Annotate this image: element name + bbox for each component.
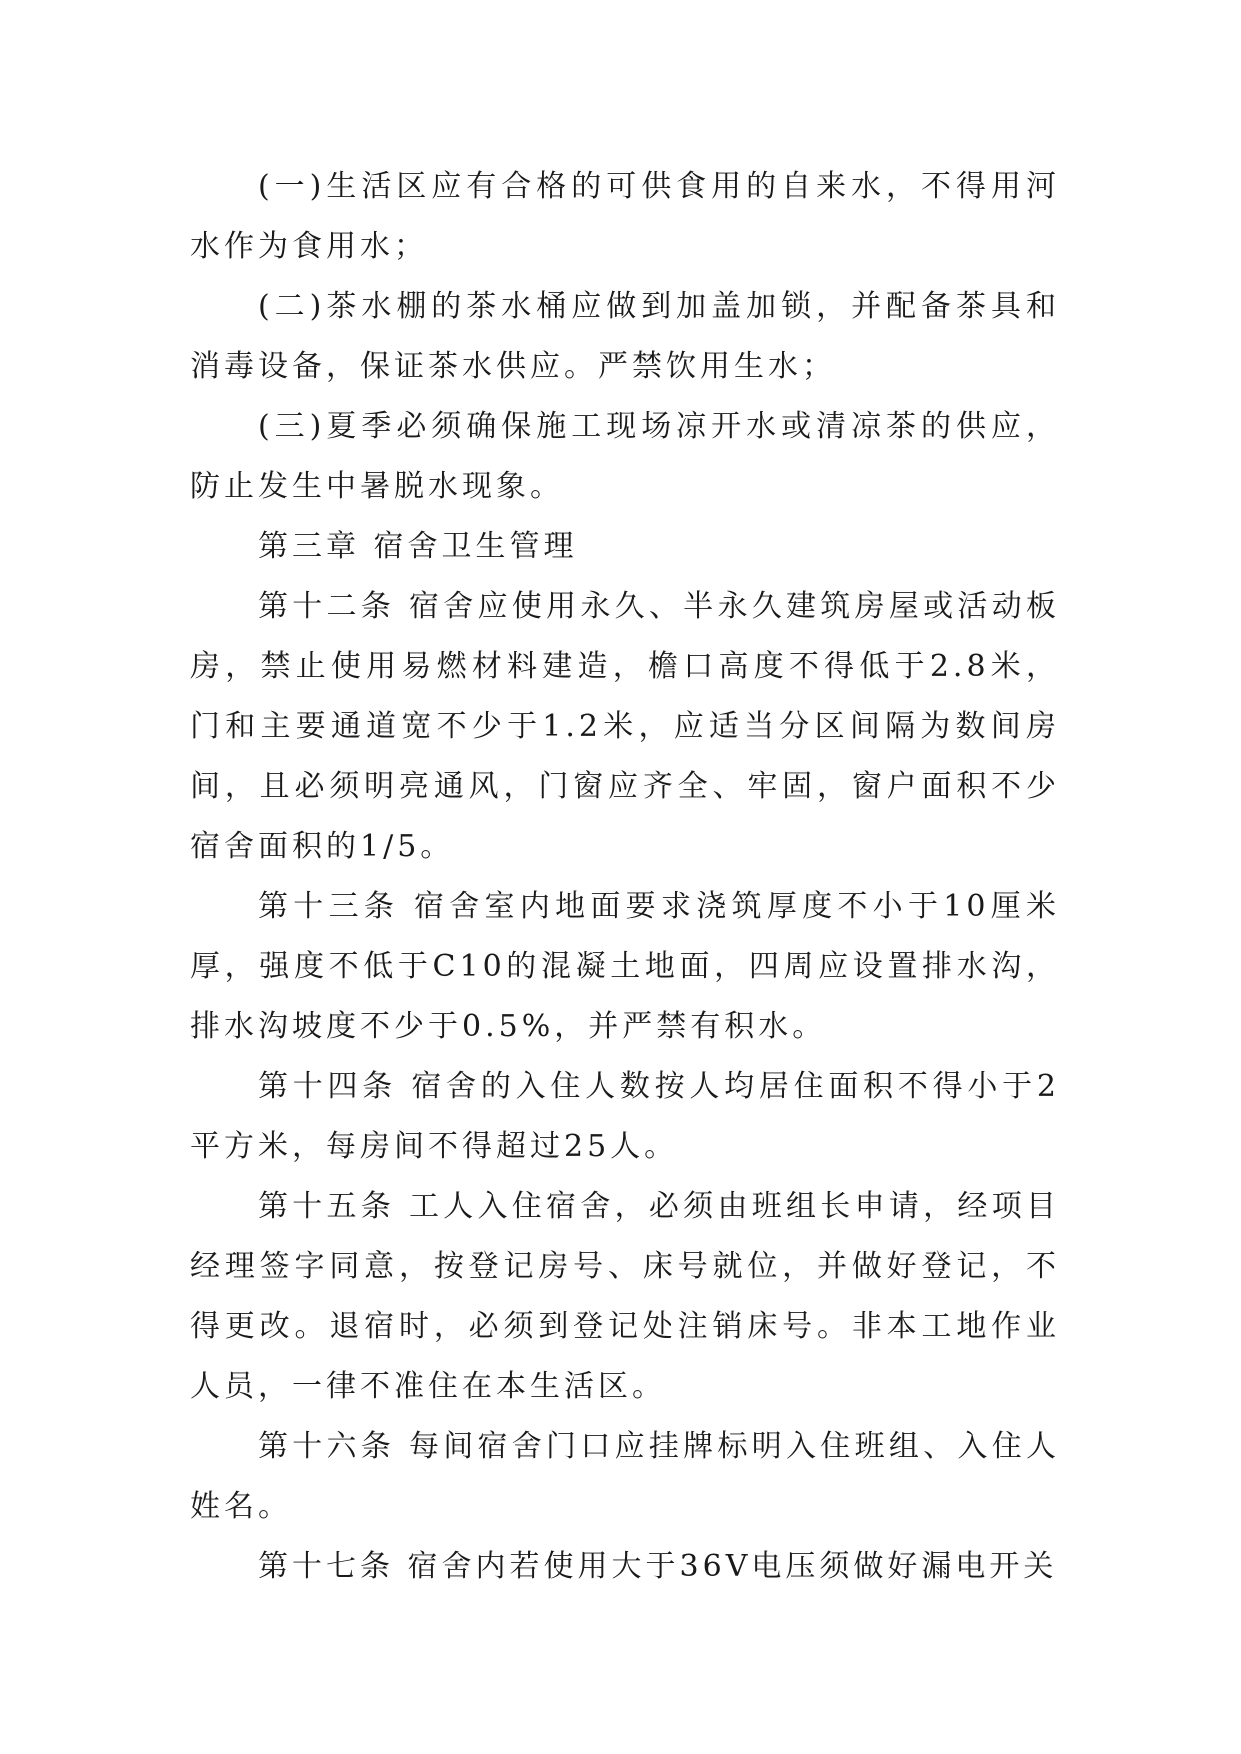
article-16: 第十六条 每间宿舍门口应挂牌标明入住班组、入住人姓名。 xyxy=(190,1429,1060,1524)
paragraph-tea-shed: (二)茶水棚的茶水桶应做到加盖加锁，并配备茶具和消毒设备，保证茶水供应。严禁饮用生水； xyxy=(190,289,1060,384)
paragraph-drinking-water: (一)生活区应有合格的可供食用的自来水，不得用河水作为食用水； xyxy=(190,169,1060,264)
article-14: 第十四条 宿舍的入住人数按人均居住面积不得小于2平方米，每房间不得超过25人。 xyxy=(190,1069,1060,1164)
article-17: 第十七条 宿舍内若使用大于36V电压须做好漏电开关 xyxy=(258,1549,1058,1584)
article-15: 第十五条 工人入住宿舍，必须由班组长申请，经项目经理签字同意，按登记房号、床号就位，并做好登记，不得更改。退宿时，必须到登记处注销床号。非本工地作业人员，一律不准住在本生活区。 xyxy=(190,1189,1060,1404)
chapter-heading: 第三章 宿舍卫生管理 xyxy=(258,529,578,564)
document-body xyxy=(190,157,1060,1597)
article-13: 第十三条 宿舍室内地面要求浇筑厚度不小于10厘米厚，强度不低于C10的混凝土地面，四周应设置排水沟，排水沟坡度不少于0.5%，并严禁有积水。 xyxy=(190,889,1060,1044)
article-12: 第十二条 宿舍应使用永久、半永久建筑房屋或活动板房，禁止使用易燃材料建造，檐口高度不得低于2.8米，门和主要通道宽不少于1.2米，应适当分区间隔为数间房间，且必须明亮通风，门窗应齐全、牢固，窗户面积不少宿舍面积的1/5。 xyxy=(190,589,1060,864)
paragraph-summer-supply: (三)夏季必须确保施工现场凉开水或清凉茶的供应，防止发生中暑脱水现象。 xyxy=(190,409,1060,504)
